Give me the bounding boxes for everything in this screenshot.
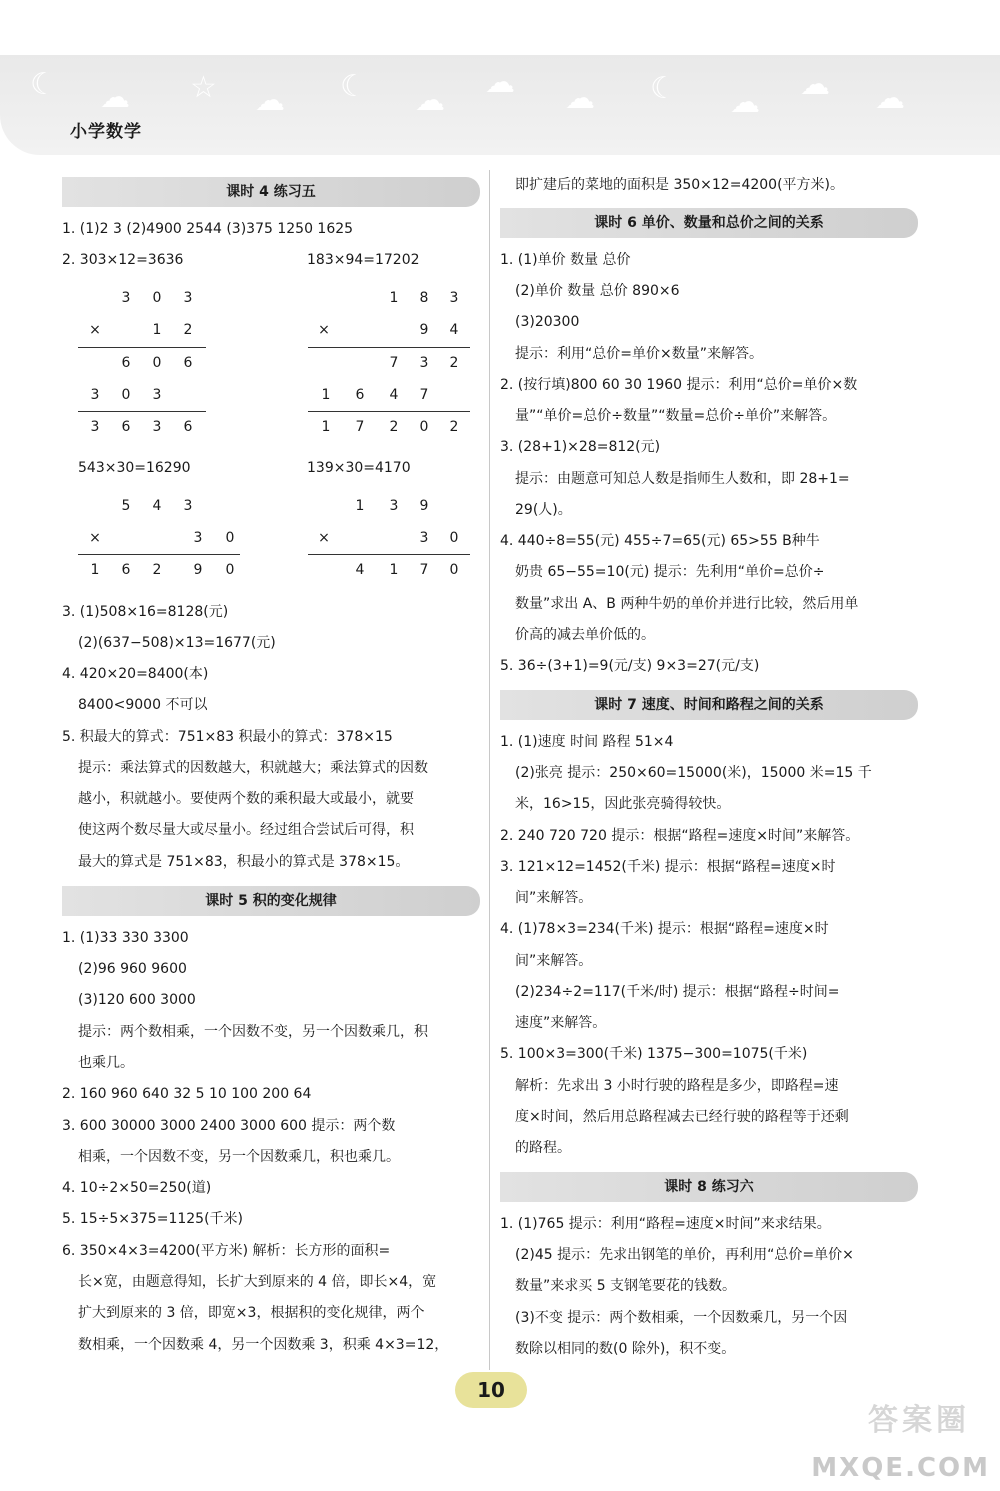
digit: 1: [389, 290, 399, 306]
digit: 9: [419, 322, 429, 338]
digit: 1: [321, 387, 331, 403]
calc-rule: [78, 554, 240, 555]
digit: 3: [152, 419, 162, 435]
digit: 0: [449, 530, 459, 546]
digit: 1: [321, 419, 331, 435]
digit: 0: [419, 419, 429, 435]
text-line: (2)96 960 9600: [78, 961, 187, 977]
text-line: 6. 350×4×3=4200(平方米) 解析：长方形的面积=: [62, 1243, 391, 1259]
cloud-icon: ☁: [730, 85, 760, 120]
text-line: 543×30=16290: [78, 460, 191, 476]
digit: 2: [449, 355, 459, 371]
cloud-icon: ☁: [565, 81, 595, 116]
text-line: 数量”来求买 5 支钢笔要花的钱数。: [515, 1278, 737, 1294]
text-line: 2. 160 960 640 32 5 10 100 200 64: [62, 1086, 312, 1102]
text-line: (2)234÷2=117(千米/时) 提示：根据“路程÷时间=: [515, 984, 840, 1000]
text-line: 29(人)。: [515, 502, 572, 518]
digit: 3: [183, 498, 193, 514]
digit: 0: [225, 530, 235, 546]
subject-title: 小学数学: [70, 122, 142, 142]
digit: 3: [121, 290, 131, 306]
digit: 3: [152, 387, 162, 403]
digit: 6: [183, 355, 193, 371]
digit: 4: [152, 498, 162, 514]
text-line: 价高的减去单价低的。: [515, 627, 655, 643]
text-line: 1. (1)33 330 3300: [62, 930, 189, 946]
calc-rule: [308, 347, 470, 348]
digit: 7: [389, 355, 399, 371]
text-line: (3)20300: [515, 314, 580, 330]
moon-icon: ☾: [650, 71, 677, 106]
cloud-icon: ☁: [875, 81, 905, 116]
watermark-brand: 答案圈: [868, 1403, 970, 1438]
text-line: 5. 15÷5×375=1125(千米): [62, 1211, 243, 1227]
digit: 7: [419, 387, 429, 403]
digit: 3: [419, 530, 429, 546]
page-header: [0, 55, 1000, 155]
text-line: (2)45 提示：先求出钢笔的单价，再利用“总价=单价×: [515, 1247, 854, 1263]
digit: 1: [90, 562, 100, 578]
digit: 2: [183, 322, 193, 338]
moon-icon: ☾: [340, 69, 367, 104]
cloud-icon: ☁: [485, 65, 515, 100]
text-line: 5. 积最大的算式：751×83 积最小的算式：378×15: [62, 729, 393, 745]
text-line: (3)不变 提示：两个数相乘，一个因数乘几，另一个因: [515, 1310, 848, 1326]
digit: 7: [355, 419, 365, 435]
digit: 4: [449, 322, 459, 338]
digit: 3: [183, 290, 193, 306]
text-line: 使这两个数尽量大或尽量小。经过组合尝试后可得，积: [78, 822, 414, 838]
text-line: 4. 440÷8=55(元) 455÷7=65(元) 65>55 B种牛: [500, 533, 820, 549]
calc-rule: [308, 411, 470, 412]
calc-rule: [78, 347, 206, 348]
cloud-icon: ☁: [800, 67, 830, 102]
text-line: 5. 36÷(3+1)=9(元/支) 9×3=27(元/支): [500, 658, 760, 674]
column-divider: [489, 170, 490, 1370]
calc-rule: [308, 554, 470, 555]
text-line: 1. (1)765 提示：利用“路程=速度×时间”来求结果。: [500, 1216, 831, 1232]
cloud-icon: ☁: [100, 80, 130, 115]
watermark-domain: MXQE.COM: [811, 1453, 990, 1483]
page-number: 10: [455, 1372, 527, 1408]
section-header-lesson4: 课时 4 练习五: [62, 177, 480, 207]
digit: 6: [121, 419, 131, 435]
text-line: 2. (按行填)800 60 30 1960 提示：利用“总价=单价×数: [500, 377, 858, 393]
text-line: 3. 600 30000 3000 2400 3000 600 提示：两个数: [62, 1118, 396, 1134]
section-header-lesson7: 课时 7 速度、时间和路程之间的关系: [500, 690, 918, 720]
digit: 1: [389, 562, 399, 578]
text-line: 3. (1)508×16=8128(元): [62, 604, 229, 620]
cloud-icon: ☁: [415, 83, 445, 118]
digit: 0: [152, 355, 162, 371]
section-header-lesson5: 课时 5 积的变化规律: [62, 886, 480, 916]
text-line: (3)120 600 3000: [78, 992, 196, 1008]
digit: 3: [389, 498, 399, 514]
text-line: 3. 121×12=1452(千米) 提示：根据“路程=速度×时: [500, 859, 836, 875]
text-line: 提示：乘法算式的因数越大，积就越大；乘法算式的因数: [78, 760, 428, 776]
digit: 8: [419, 290, 429, 306]
moon-icon: ☾: [30, 67, 57, 102]
text-line: 4. 420×20=8400(本): [62, 666, 209, 682]
digit: 5: [121, 498, 131, 514]
text-line: 提示：由题意可知总人数是指师生人数和，即 28+1=: [515, 471, 850, 487]
digit: 9: [419, 498, 429, 514]
digit: 2: [449, 419, 459, 435]
vertical-multiplication-2: [308, 290, 478, 450]
digit: 6: [121, 355, 131, 371]
text-line: 米，16>15，因此张亮骑得较快。: [515, 796, 731, 812]
digit: 0: [121, 387, 131, 403]
text-line: 数除以相同的数(0 除外)，积不变。: [515, 1341, 736, 1357]
star-icon: ☆: [190, 70, 217, 105]
digit: ×: [318, 530, 330, 546]
text-line: 度×时间，然后用总路程减去已经行驶的路程等于还剩: [515, 1109, 849, 1125]
text-line: (2)张亮 提示：250×60=15000(米)，15000 米=15 千: [515, 765, 872, 781]
digit: 2: [152, 562, 162, 578]
digit: 6: [183, 419, 193, 435]
digit: 4: [389, 387, 399, 403]
text-line: 8400<9000 不可以: [78, 697, 208, 713]
text-line: 183×94=17202: [307, 252, 420, 268]
text-line: 1. (1)速度 时间 路程 51×4: [500, 734, 674, 750]
text-line: 越小，积就越小。要使两个数的乘积最大或最小，就要: [78, 791, 414, 807]
text-line: (2)(637−508)×13=1677(元): [78, 635, 276, 651]
digit: 3: [449, 290, 459, 306]
digit: 3: [90, 387, 100, 403]
text-line: 也乘几。: [78, 1055, 134, 1071]
digit: 4: [355, 562, 365, 578]
text-line: 提示：利用“总价=单价×数量”来解答。: [515, 346, 763, 362]
digit: 0: [152, 290, 162, 306]
digit: 0: [225, 562, 235, 578]
text-line: 1. (1)单价 数量 总价: [500, 252, 631, 268]
digit: 0: [449, 562, 459, 578]
digit: 3: [90, 419, 100, 435]
digit: 3: [193, 530, 203, 546]
digit: ×: [89, 530, 101, 546]
digit: 1: [355, 498, 365, 514]
text-line: 3. (28+1)×28=812(元): [500, 439, 661, 455]
text-line: 间”来解答。: [515, 890, 593, 906]
text-line: 提示：两个数相乘，一个因数不变，另一个因数乘几，积: [78, 1024, 428, 1040]
vertical-multiplication-3: [78, 498, 248, 588]
text-line: 2. 240 720 720 提示：根据“路程=速度×时间”来解答。: [500, 828, 860, 844]
digit: ×: [89, 322, 101, 338]
digit: 6: [121, 562, 131, 578]
digit: 7: [419, 562, 429, 578]
text-line: 数量”求出 A、B 两种牛奶的单价并进行比较，然后用单: [515, 596, 859, 612]
section-header-lesson8: 课时 8 练习六: [500, 1172, 918, 1202]
text-line: 解析：先求出 3 小时行驶的路程是多少，即路程=速: [515, 1078, 839, 1094]
text-line: 5. 100×3=300(千米) 1375−300=1075(千米): [500, 1046, 808, 1062]
text-line: 4. 10÷2×50=250(道): [62, 1180, 212, 1196]
text-line: 量”“单价=总价÷数量”“数量=总价÷单价”来解答。: [515, 408, 837, 424]
cloud-icon: ☁: [255, 83, 285, 118]
digit: 3: [419, 355, 429, 371]
text-line: 2. 303×12=3636: [62, 252, 184, 268]
calc-rule: [78, 411, 206, 412]
digit: 9: [193, 562, 203, 578]
text-line: 即扩建后的菜地的面积是 350×12=4200(平方米)。: [515, 177, 844, 193]
digit: ×: [318, 322, 330, 338]
text-line: (2)单价 数量 总价 890×6: [515, 283, 680, 299]
section-header-lesson6: 课时 6 单价、数量和总价之间的关系: [500, 208, 918, 238]
text-line: 的路程。: [515, 1140, 571, 1156]
digit: 1: [152, 322, 162, 338]
text-line: 速度”来解答。: [515, 1015, 607, 1031]
text-line: 139×30=4170: [307, 460, 411, 476]
text-line: 1. (1)2 3 (2)4900 2544 (3)375 1250 1625: [62, 221, 354, 237]
vertical-multiplication-4: [308, 498, 473, 588]
digit: 6: [355, 387, 365, 403]
text-line: 数相乘，一个因数乘 4，另一个因数乘 3，积乘 4×3=12，: [78, 1337, 449, 1353]
text-line: 扩大到原来的 3 倍，即宽×3，根据积的变化规律，两个: [78, 1305, 425, 1321]
text-line: 4. (1)78×3=234(千米) 提示：根据“路程=速度×时: [500, 921, 829, 937]
vertical-multiplication-1: [78, 290, 218, 450]
text-line: 最大的算式是 751×83，积最小的算式是 378×15。: [78, 854, 410, 870]
text-line: 奶贵 65−55=10(元) 提示：先利用“单价=总价÷: [515, 564, 825, 580]
digit: 2: [389, 419, 399, 435]
text-line: 相乘，一个因数不变，另一个因数乘几，积也乘几。: [78, 1149, 400, 1165]
text-line: 间”来解答。: [515, 953, 593, 969]
text-line: 长×宽，由题意得知，长扩大到原来的 4 倍，即长×4，宽: [78, 1274, 437, 1290]
